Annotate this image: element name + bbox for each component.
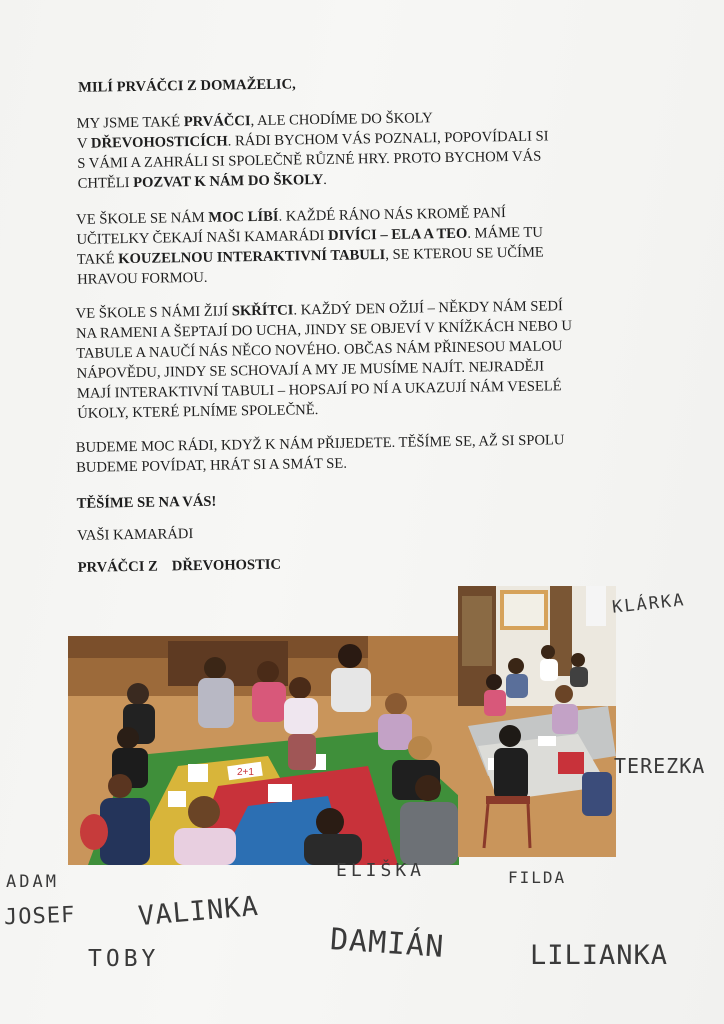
signature-eliska: ELIŠKA bbox=[336, 860, 426, 881]
card-text: 2+1 bbox=[237, 767, 254, 778]
closing-line-1: TĚŠÍME SE NA VÁS! bbox=[76, 493, 217, 512]
signature-toby: TOBY bbox=[88, 946, 160, 972]
paragraph-3: VE ŠKOLE S NÁMI ŽIJÍ SKŘÍTCI. KAŽDÝ DEN OŽIJÍ – NĚKDY NÁM SEDÍ NA RAMENI A ŠEPTAJÍ DO UCHA, JINDY SE OBJEVÍ V KNÍŽKÁCH NEBO U TABULE A NAUČÍ NÁS NĚCO NOVÉHO. OBČAS NÁM PŘINESOU MALOU NÁPOVĚDU, JINDY SE SCHOVAJÍ A MY JE MUSÍME NAJÍT. NEJRADĚJI MAJÍ INTERAKTIVNÍ TABULI – HOPSAJÍ PO NÍ A UKAZUJÍ NÁM VESELÉ ÚKOLY, KTERÉ PLNÍME SPOLEČNĚ. bbox=[75, 298, 573, 422]
closing-line-3: PRVÁČCI Z DŘEVOHOSTIC bbox=[77, 556, 282, 576]
signature-damian: DAMIÁN bbox=[328, 922, 446, 965]
signature-adam: ADAM bbox=[6, 872, 59, 892]
classroom-desks-photo bbox=[458, 586, 616, 857]
closing-line-2: VAŠI KAMARÁDI bbox=[77, 526, 194, 544]
paragraph-1: MY JSME TAKÉ PRVÁČCI, ALE CHODÍME DO ŠKOLY V DŘEVOHOSTICÍCH. RÁDI BYCHOM VÁS POZNALI, POPOVÍDALI SI S VÁMI A ZAHRÁLI SI SPOLEČNĚ RŮZNÉ HRY. PROTO BYCHOM VÁS CHTĚLI POZVAT K NÁM DO ŠKOLY. bbox=[76, 110, 549, 192]
signature-josef: JOSEF bbox=[3, 902, 76, 931]
paragraph-2: VE ŠKOLE SE NÁM MOC LÍBÍ. KAŽDÉ RÁNO NÁS KROMĚ PANÍ UČITELKY ČEKAJÍ NAŠI KAMARÁDI DIVÍCI – ELA A TEO. MÁME TU TAKÉ KOUZELNOU INTERAKTIVNÍ TABULI, SE KTEROU SE UČÍME HRAVOU FORMOU. bbox=[76, 205, 544, 288]
signature-lilianka: LILIANKA bbox=[530, 940, 669, 971]
carpet-photo-illustration bbox=[68, 636, 459, 865]
signature-terezka: TEREZKA bbox=[614, 754, 706, 778]
paragraph-4: BUDEME MOC RÁDI, KDYŽ K NÁM PŘIJEDETE. TĚŠÍME SE, AŽ SI SPOLU BUDEME POVÍDAT, HRÁT SI A SMÁT SE. bbox=[75, 432, 565, 476]
desks-photo-illustration bbox=[458, 586, 616, 857]
letter-greeting: MILÍ PRVÁČCI Z DOMAŽELIC, bbox=[78, 76, 296, 96]
signature-filda: FILDA bbox=[508, 868, 567, 887]
classroom-carpet-photo bbox=[68, 636, 459, 865]
signature-valinka: VALINKA bbox=[136, 890, 260, 933]
signature-klarka: KLÁRKA bbox=[611, 590, 687, 618]
invitation-letter bbox=[66, 69, 634, 578]
